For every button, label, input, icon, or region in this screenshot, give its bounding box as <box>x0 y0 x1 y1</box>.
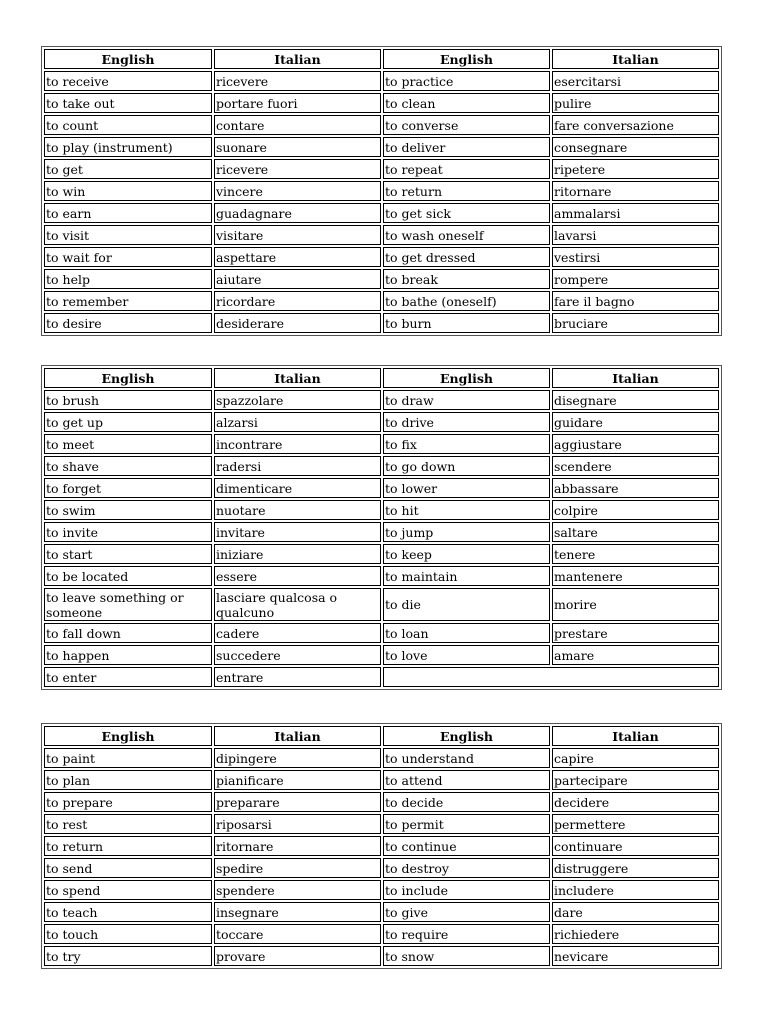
italian-cell: ripetere <box>552 159 719 179</box>
italian-cell: disegnare <box>552 390 719 410</box>
english-cell: to snow <box>383 946 550 966</box>
italian-cell: pulire <box>552 93 719 113</box>
english-cell: to spend <box>44 880 212 900</box>
column-header: Italian <box>552 49 719 69</box>
english-cell: to repeat <box>383 159 550 179</box>
english-cell: to teach <box>44 902 212 922</box>
italian-cell: ammalarsi <box>552 203 719 223</box>
english-cell: to paint <box>44 748 212 768</box>
english-cell: to help <box>44 269 212 289</box>
italian-cell: portare fuori <box>214 93 381 113</box>
italian-cell: visitare <box>214 225 381 245</box>
vocab-table-1 <box>41 46 722 336</box>
english-cell: to hit <box>383 500 550 520</box>
english-cell: to return <box>44 836 212 856</box>
english-cell: to touch <box>44 924 212 944</box>
english-cell: to start <box>44 544 212 564</box>
english-cell: to get up <box>44 412 212 432</box>
italian-cell: lasciare qualcosa o qualcuno <box>214 588 381 621</box>
english-cell: to invite <box>44 522 212 542</box>
table-row <box>44 500 719 520</box>
italian-cell: permettere <box>552 814 719 834</box>
table-row <box>44 770 719 790</box>
english-cell: to deliver <box>383 137 550 157</box>
column-header: English <box>44 368 212 388</box>
table-row <box>44 623 719 643</box>
table-row <box>44 924 719 944</box>
english-cell: to receive <box>44 71 212 91</box>
italian-cell: decidere <box>552 792 719 812</box>
vocab-table-3 <box>41 723 722 969</box>
table-row <box>44 522 719 542</box>
italian-cell: aggiustare <box>552 434 719 454</box>
column-header: Italian <box>552 368 719 388</box>
header-row <box>44 49 719 69</box>
table-row <box>44 434 719 454</box>
table-row <box>44 478 719 498</box>
column-header: Italian <box>552 726 719 746</box>
italian-cell: includere <box>552 880 719 900</box>
italian-cell: radersi <box>214 456 381 476</box>
table-row <box>44 390 719 410</box>
english-cell: to play (instrument) <box>44 137 212 157</box>
italian-cell: provare <box>214 946 381 966</box>
table-row <box>44 412 719 432</box>
table-row <box>44 181 719 201</box>
italian-cell: continuare <box>552 836 719 856</box>
italian-cell: richiedere <box>552 924 719 944</box>
column-header: English <box>383 726 550 746</box>
table-row <box>44 456 719 476</box>
italian-cell: esercitarsi <box>552 71 719 91</box>
english-cell: to rest <box>44 814 212 834</box>
english-cell: to meet <box>44 434 212 454</box>
italian-cell: succedere <box>214 645 381 665</box>
table-row <box>44 667 719 687</box>
english-cell: to earn <box>44 203 212 223</box>
italian-cell: colpire <box>552 500 719 520</box>
italian-cell: nuotare <box>214 500 381 520</box>
english-cell: to shave <box>44 456 212 476</box>
english-cell: to permit <box>383 814 550 834</box>
italian-cell: ritornare <box>552 181 719 201</box>
table-row <box>44 792 719 812</box>
italian-cell: entrare <box>214 667 381 687</box>
column-header: Italian <box>214 49 381 69</box>
italian-cell: pianificare <box>214 770 381 790</box>
table-row <box>44 566 719 586</box>
english-cell: to keep <box>383 544 550 564</box>
italian-cell: dimenticare <box>214 478 381 498</box>
italian-cell: lavarsi <box>552 225 719 245</box>
english-cell: to attend <box>383 770 550 790</box>
table-row <box>44 748 719 768</box>
table-row <box>44 814 719 834</box>
italian-cell: nevicare <box>552 946 719 966</box>
italian-cell: rompere <box>552 269 719 289</box>
column-header: Italian <box>214 726 381 746</box>
english-cell: to give <box>383 902 550 922</box>
table-row <box>44 203 719 223</box>
english-cell: to get sick <box>383 203 550 223</box>
english-cell: to enter <box>44 667 212 687</box>
english-cell: to be located <box>44 566 212 586</box>
italian-cell: contare <box>214 115 381 135</box>
english-cell: to continue <box>383 836 550 856</box>
table-row <box>44 225 719 245</box>
english-cell: to try <box>44 946 212 966</box>
italian-cell: suonare <box>214 137 381 157</box>
english-cell: to forget <box>44 478 212 498</box>
english-cell: to prepare <box>44 792 212 812</box>
italian-cell: alzarsi <box>214 412 381 432</box>
italian-cell: capire <box>552 748 719 768</box>
italian-cell: vestirsi <box>552 247 719 267</box>
italian-cell: ritornare <box>214 836 381 856</box>
table-row <box>44 544 719 564</box>
english-cell: to bathe (oneself) <box>383 291 550 311</box>
table-row <box>44 137 719 157</box>
english-cell: to break <box>383 269 550 289</box>
table-row <box>44 71 719 91</box>
column-header: English <box>383 49 550 69</box>
english-cell: to take out <box>44 93 212 113</box>
italian-cell: guidare <box>552 412 719 432</box>
english-cell: to happen <box>44 645 212 665</box>
english-cell: to love <box>383 645 550 665</box>
column-header: Italian <box>214 368 381 388</box>
italian-cell: vincere <box>214 181 381 201</box>
italian-cell: ricordare <box>214 291 381 311</box>
english-cell: to send <box>44 858 212 878</box>
english-cell: to wait for <box>44 247 212 267</box>
italian-cell: dipingere <box>214 748 381 768</box>
english-cell: to plan <box>44 770 212 790</box>
italian-cell: mantenere <box>552 566 719 586</box>
english-cell: to include <box>383 880 550 900</box>
english-cell: to clean <box>383 93 550 113</box>
table-row <box>44 269 719 289</box>
italian-cell: dare <box>552 902 719 922</box>
english-cell: to wash oneself <box>383 225 550 245</box>
empty-cell <box>383 667 719 687</box>
italian-cell: incontrare <box>214 434 381 454</box>
english-cell: to count <box>44 115 212 135</box>
italian-cell: scendere <box>552 456 719 476</box>
italian-cell: insegnare <box>214 902 381 922</box>
column-header: English <box>44 49 212 69</box>
italian-cell: spazzolare <box>214 390 381 410</box>
english-cell: to draw <box>383 390 550 410</box>
italian-cell: consegnare <box>552 137 719 157</box>
english-cell: to leave something or someone <box>44 588 212 621</box>
english-cell: to require <box>383 924 550 944</box>
table-row <box>44 247 719 267</box>
english-cell: to lower <box>383 478 550 498</box>
italian-cell: morire <box>552 588 719 621</box>
table-row <box>44 588 719 621</box>
table-row <box>44 313 719 333</box>
english-cell: to remember <box>44 291 212 311</box>
english-cell: to swim <box>44 500 212 520</box>
english-cell: to get dressed <box>383 247 550 267</box>
italian-cell: riposarsi <box>214 814 381 834</box>
table-row <box>44 858 719 878</box>
italian-cell: fare il bagno <box>552 291 719 311</box>
english-cell: to jump <box>383 522 550 542</box>
table-row <box>44 291 719 311</box>
italian-cell: amare <box>552 645 719 665</box>
english-cell: to fall down <box>44 623 212 643</box>
italian-cell: fare conversazione <box>552 115 719 135</box>
vocab-table-2 <box>41 365 722 690</box>
english-cell: to burn <box>383 313 550 333</box>
table-row <box>44 115 719 135</box>
english-cell: to desire <box>44 313 212 333</box>
italian-cell: invitare <box>214 522 381 542</box>
header-row <box>44 726 719 746</box>
english-cell: to converse <box>383 115 550 135</box>
italian-cell: preparare <box>214 792 381 812</box>
english-cell: to get <box>44 159 212 179</box>
italian-cell: ricevere <box>214 159 381 179</box>
english-cell: to go down <box>383 456 550 476</box>
italian-cell: toccare <box>214 924 381 944</box>
table-row <box>44 836 719 856</box>
italian-cell: prestare <box>552 623 719 643</box>
table-row <box>44 946 719 966</box>
italian-cell: iniziare <box>214 544 381 564</box>
italian-cell: cadere <box>214 623 381 643</box>
italian-cell: saltare <box>552 522 719 542</box>
table-row <box>44 93 719 113</box>
english-cell: to understand <box>383 748 550 768</box>
italian-cell: spendere <box>214 880 381 900</box>
italian-cell: tenere <box>552 544 719 564</box>
italian-cell: partecipare <box>552 770 719 790</box>
english-cell: to destroy <box>383 858 550 878</box>
table-row <box>44 880 719 900</box>
table-row <box>44 159 719 179</box>
italian-cell: spedire <box>214 858 381 878</box>
english-cell: to win <box>44 181 212 201</box>
italian-cell: aiutare <box>214 269 381 289</box>
table-row <box>44 645 719 665</box>
italian-cell: distruggere <box>552 858 719 878</box>
italian-cell: essere <box>214 566 381 586</box>
english-cell: to fix <box>383 434 550 454</box>
english-cell: to loan <box>383 623 550 643</box>
italian-cell: abbassare <box>552 478 719 498</box>
italian-cell: bruciare <box>552 313 719 333</box>
english-cell: to return <box>383 181 550 201</box>
italian-cell: guadagnare <box>214 203 381 223</box>
italian-cell: ricevere <box>214 71 381 91</box>
english-cell: to decide <box>383 792 550 812</box>
column-header: English <box>383 368 550 388</box>
italian-cell: desiderare <box>214 313 381 333</box>
english-cell: to maintain <box>383 566 550 586</box>
italian-cell: aspettare <box>214 247 381 267</box>
column-header: English <box>44 726 212 746</box>
english-cell: to drive <box>383 412 550 432</box>
english-cell: to practice <box>383 71 550 91</box>
header-row <box>44 368 719 388</box>
english-cell: to die <box>383 588 550 621</box>
english-cell: to visit <box>44 225 212 245</box>
table-row <box>44 902 719 922</box>
english-cell: to brush <box>44 390 212 410</box>
